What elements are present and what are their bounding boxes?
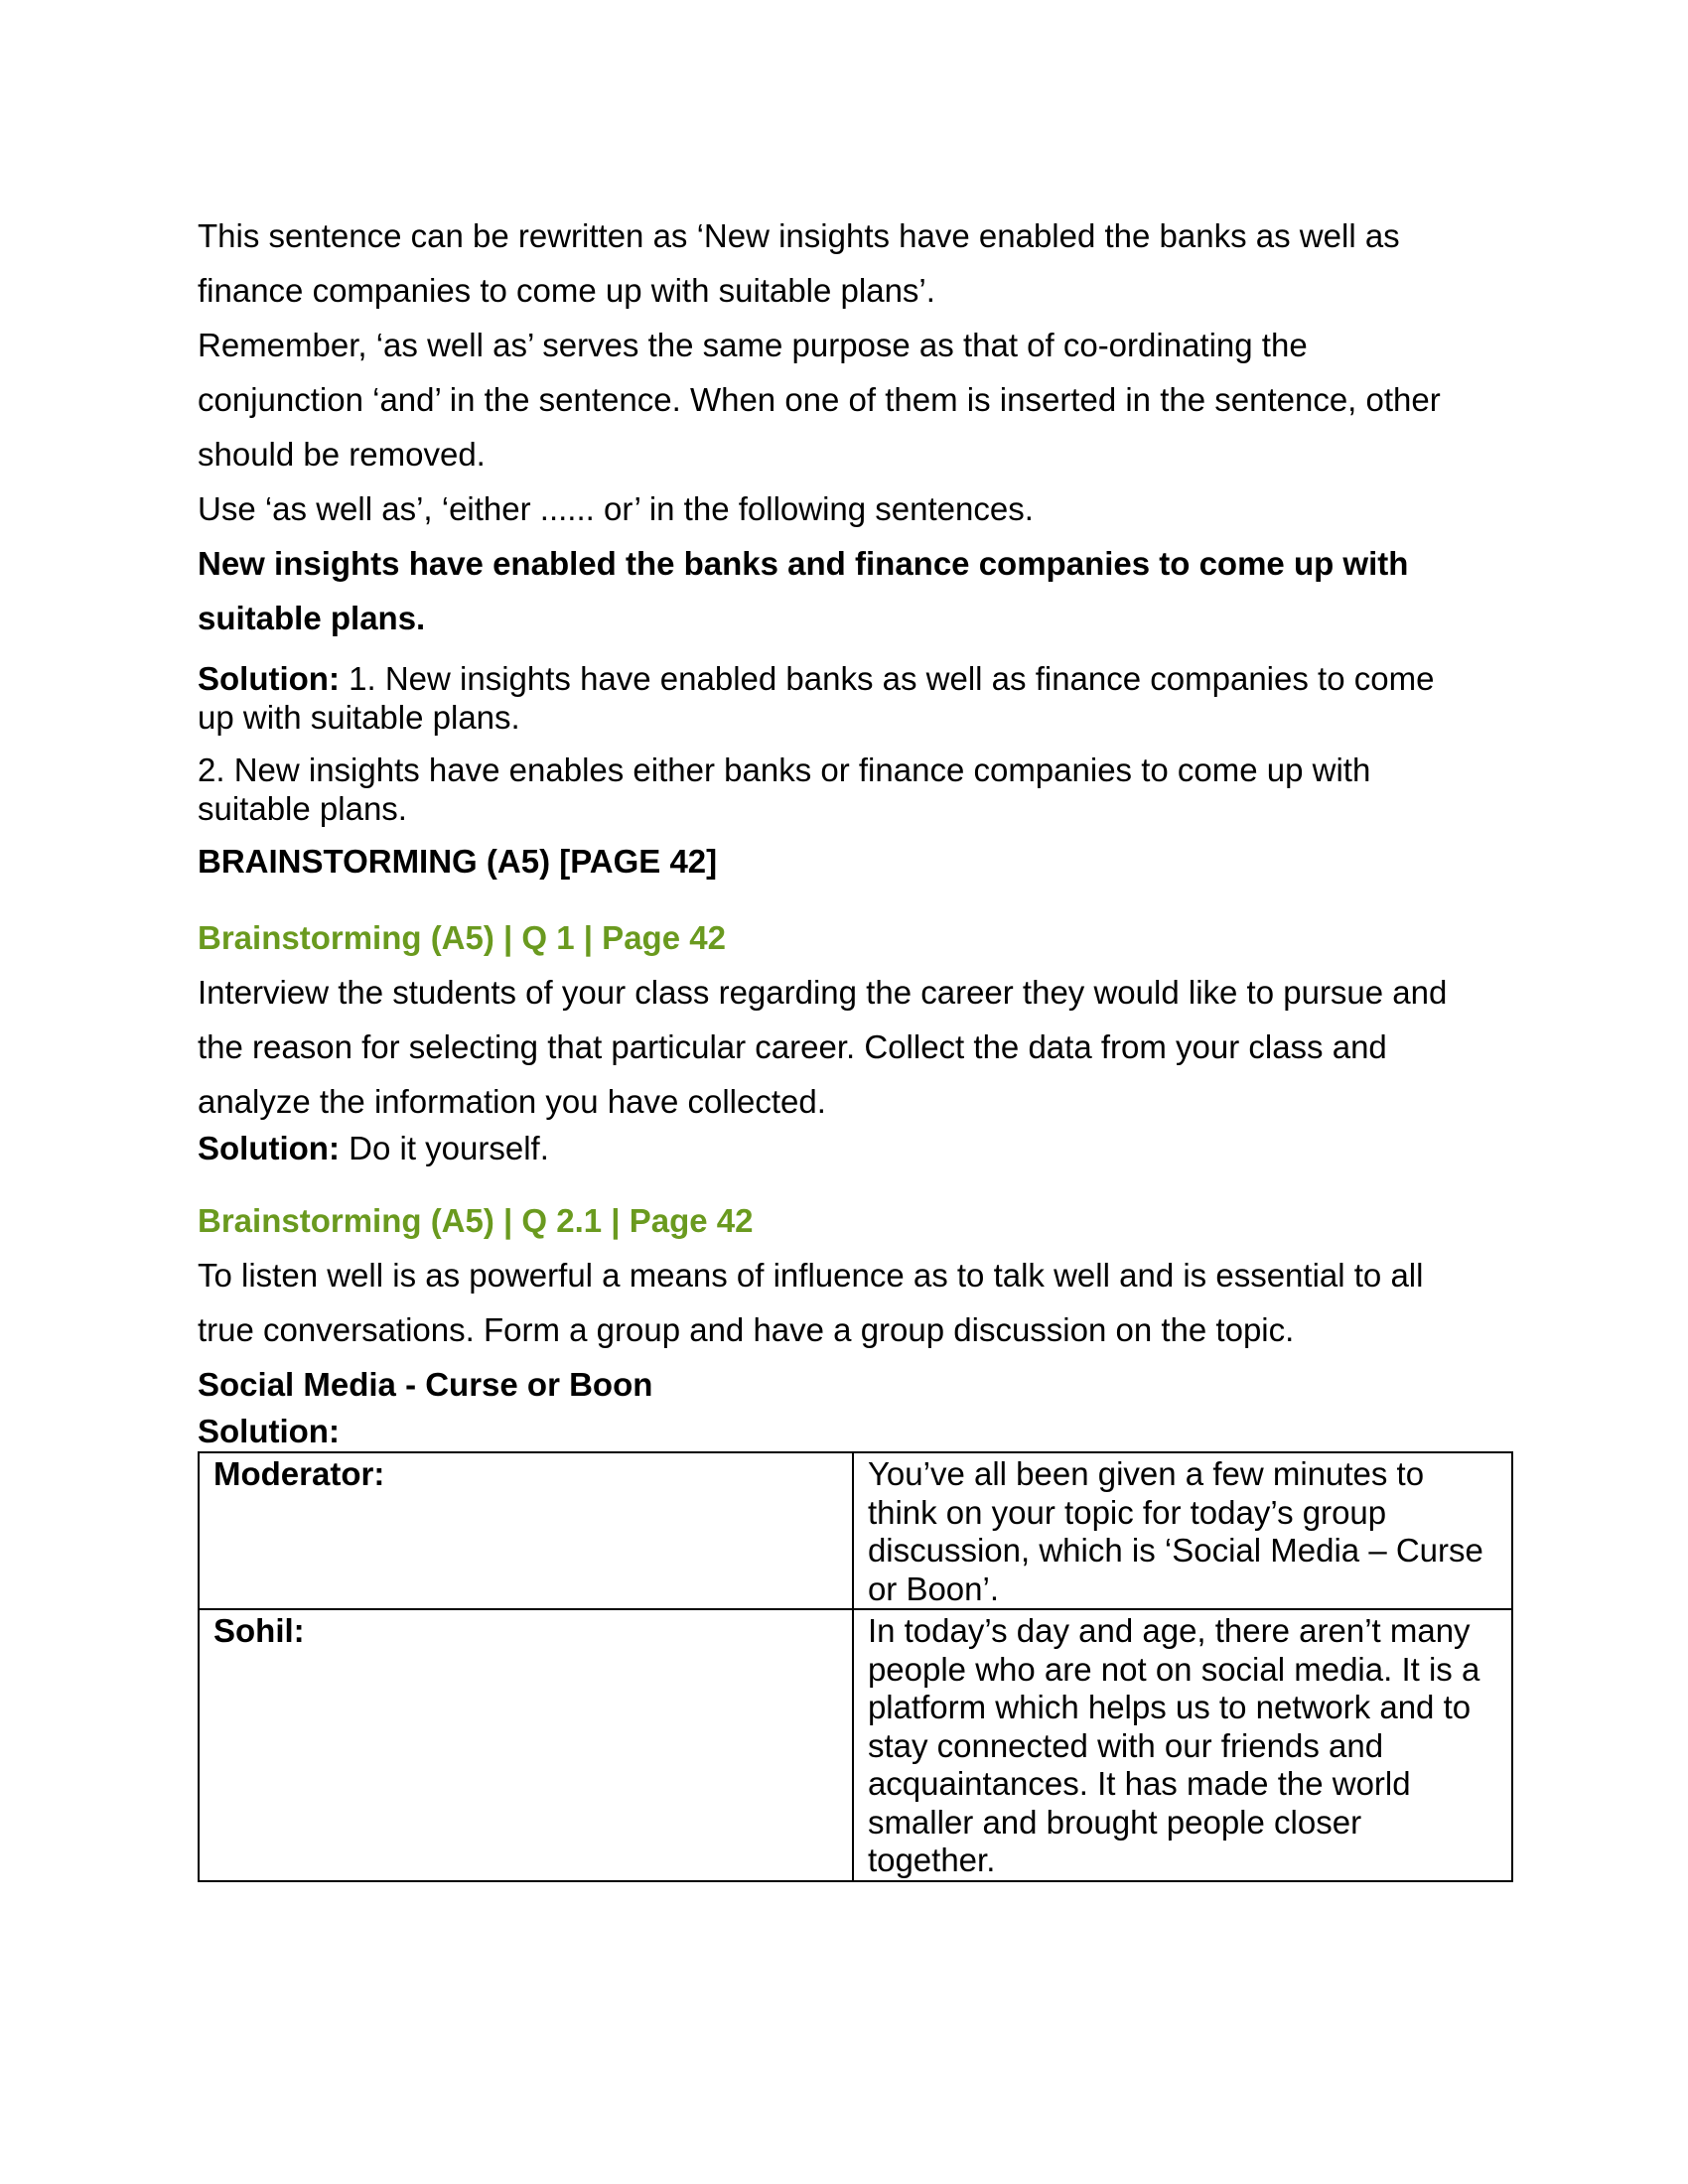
discussion-topic: Social Media - Curse or Boon [198, 1366, 653, 1403]
solution-text: 1. New insights have enabled banks as well as finance companies to come [339, 660, 1435, 697]
speech-cell: In today’s day and age, there aren’t many people who are not on social media. It is a platform which helps us to network and to stay connected with our friends and acquaintances. It has made the world smaller and brought people closer together. [853, 1609, 1512, 1881]
solution-2-cont: suitable plans. [198, 790, 407, 827]
remember-line: Remember, ‘as well as’ serves the same purpose as that of co-ordinating the [198, 327, 1308, 363]
question-line: suitable plans. [198, 600, 426, 636]
question-line: New insights have enabled the banks and finance companies to come up with [198, 545, 1409, 582]
table-row [199, 1452, 1512, 1609]
question-text: analyze the information you have collected. [198, 1083, 826, 1120]
discussion-table [198, 1451, 1513, 1882]
question-text: To listen well is as powerful a means of influence as to talk well and is essential to all [198, 1257, 1424, 1294]
table-row [199, 1609, 1512, 1881]
solution-1 [198, 659, 1508, 698]
question-heading: Brainstorming (A5) | Q 2.1 | Page 42 [198, 1202, 754, 1239]
solution-text: Do it yourself. [339, 1130, 549, 1166]
solution-label: Solution: [198, 1130, 340, 1166]
instruction-line: Use ‘as well as’, ‘either ...... or’ in the following sentences. [198, 490, 1034, 527]
speaker-cell: Sohil: [199, 1609, 853, 1881]
solution-1-cont: up with suitable plans. [198, 699, 520, 736]
solution-2: 2. New insights have enables either banks or finance companies to come up with [198, 751, 1371, 788]
speaker-cell: Moderator: [199, 1452, 853, 1609]
solution-label: Solution: [198, 1413, 340, 1449]
remember-line: should be removed. [198, 436, 486, 473]
question-heading: Brainstorming (A5) | Q 1 | Page 42 [198, 919, 726, 956]
question-text: true conversations. Form a group and have a group discussion on the topic. [198, 1311, 1295, 1348]
remember-line: conjunction ‘and’ in the sentence. When one of them is inserted in the sentence, other [198, 381, 1441, 418]
speech-cell: You’ve all been given a few minutes to think on your topic for today’s group discussion, which is ‘Social Media – Curse or Boon’. [853, 1452, 1512, 1609]
section-title: BRAINSTORMING (A5) [PAGE 42] [198, 843, 718, 880]
intro-line: This sentence can be rewritten as ‘New insights have enabled the banks as well as [198, 217, 1400, 254]
document-page [198, 208, 1508, 1882]
q1-solution [198, 1129, 1508, 1167]
question-text: the reason for selecting that particular career. Collect the data from your class and [198, 1028, 1387, 1065]
intro-line: finance companies to come up with suitable plans’. [198, 272, 935, 309]
question-text: Interview the students of your class regarding the career they would like to pursue and [198, 974, 1448, 1011]
solution-label: Solution: [198, 660, 340, 697]
